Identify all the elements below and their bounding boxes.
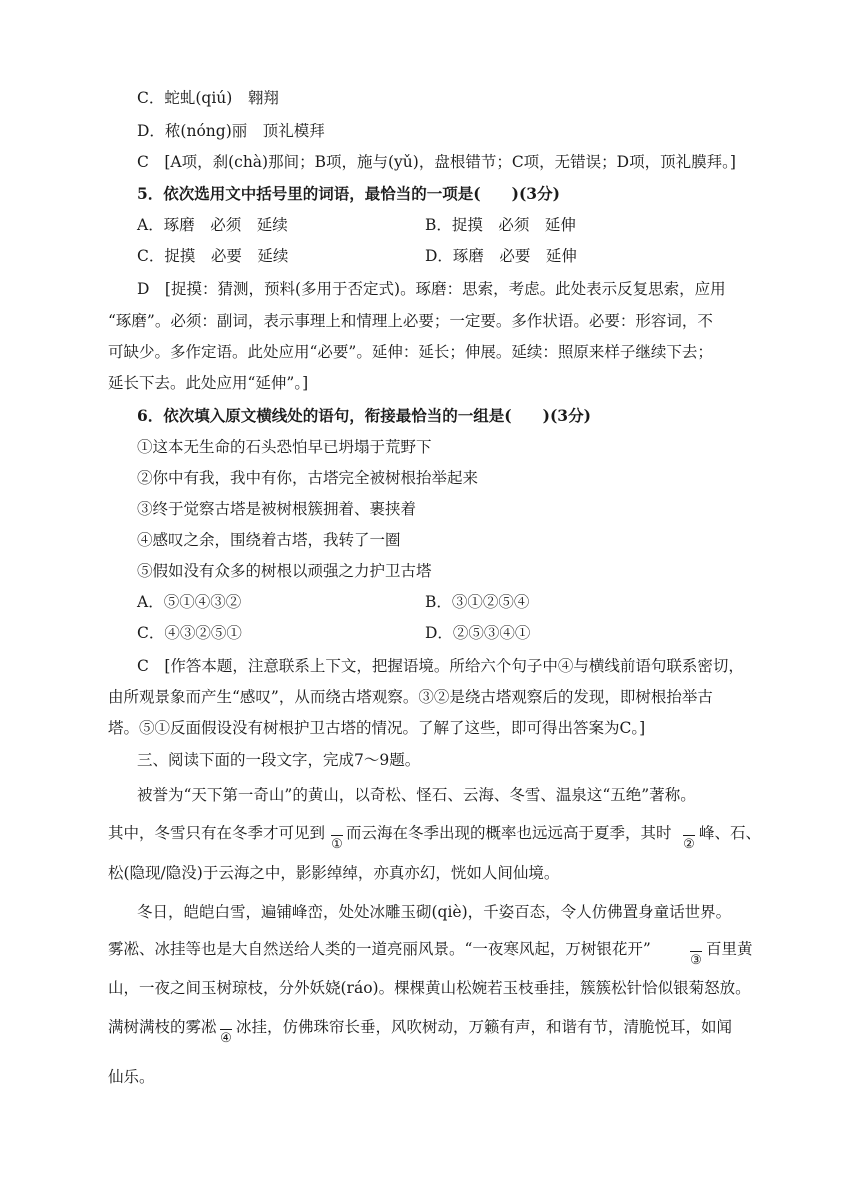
passage-line-1: 被誉为“天下第一奇山”的黄山，以奇松、怪石、云海、冬雪、温泉这“五绝”著称。: [137, 786, 696, 804]
question-6-stem: 6．依次填入原文横线处的语句，衔接最恰当的一组是( )(3分): [137, 406, 591, 425]
answer-6-line-2: 由所观景象而产生“感叹”，从而绕古塔观察。③②是绕古塔观察后的发现，即树根抬举古: [108, 688, 713, 706]
q5-option-c: C．捉摸 必要 延续: [137, 247, 289, 265]
passage-line-5b: 百里黄: [706, 940, 753, 958]
passage-line-8: 仙乐。: [108, 1068, 155, 1086]
answer-4-explanation: C [A项，刹(chà)那间；B项，施与(yǔ)，盘根错节；C项，无错误；D项，顶礼膜拜。]: [137, 153, 736, 171]
passage-line-6: 山，一夜之间玉树琼枝，分外妖娆(ráo)。棵棵黄山松婉若玉枝垂挂，簇簇松针恰似银菊怒放。: [108, 979, 751, 997]
q6-sentence-2: ②你中有我，我中有你，古塔完全被树根抬举起来: [137, 469, 479, 487]
q6-option-d: D．②⑤③④①: [425, 624, 531, 642]
passage-line-7a: 满树满枝的雾凇: [108, 1018, 217, 1036]
q5-option-d: D．琢磨 必要 延伸: [425, 247, 577, 265]
passage-line-2b: 而云海在冬季出现的概率也远远高于夏季，其时: [346, 824, 672, 842]
blank-3-line: [690, 951, 702, 952]
answer-6-line-1: C [作答本题，注意联系上下文，把握语境。所给六个句子中④与横线前语句联系密切，: [137, 657, 744, 675]
q6-option-b: B．③①②⑤④: [425, 593, 530, 611]
q6-sentence-5: ⑤假如没有众多的树根以顽强之力护卫古塔: [137, 562, 432, 580]
q6-sentence-4: ④感叹之余，围绕着古塔，我转了一圈: [137, 531, 401, 549]
q6-sentence-1: ①这本无生命的石头恐怕早已坍塌于荒野下: [137, 438, 432, 456]
blank-marker-1: ①: [331, 837, 343, 852]
answer-6-line-3: 塔。⑤①反面假设没有树根护卫古塔的情况。了解了这些，即可得出答案为C。]: [108, 719, 646, 737]
passage-line-7b: 冰挂，仿佛珠帘长垂，风吹树动，万籁有声，和谐有节，清脆悦耳，如闻: [236, 1018, 733, 1036]
q5-option-a: A．琢磨 必须 延续: [137, 216, 288, 234]
q6-option-a: A．⑤①④③②: [137, 593, 242, 611]
q6-sentence-3: ③终于觉察古塔是被树根簇拥着、裹挟着: [137, 500, 417, 518]
blank-1-line: [331, 835, 343, 836]
answer-5-line-4: 延长下去。此处应用“延伸”。]: [108, 374, 309, 392]
q5-option-b: B．捉摸 必须 延伸: [425, 216, 576, 234]
answer-5-line-1: D [捉摸：猜测，预料(多用于否定式)。琢磨：思索，考虑。此处表示反复思索，应用: [137, 280, 726, 298]
passage-line-4: 冬日，皑皑白雪，遍铺峰峦，处处冰雕玉砌(qiè)，千姿百态，令人仿佛置身童话世界。: [137, 903, 732, 921]
blank-2-line: [683, 835, 695, 836]
option-c-line: C．蛇虬(qiú) 翱翔: [137, 89, 279, 107]
passage-line-2c: 峰、石、: [699, 824, 762, 842]
blank-marker-4: ④: [220, 1031, 232, 1046]
section-3-heading: 三、阅读下面的一段文字，完成7～9题。: [137, 751, 421, 769]
passage-line-2a: 其中，冬雪只有在冬季才可见到: [108, 824, 326, 842]
blank-marker-2: ②: [683, 837, 695, 852]
answer-5-line-3: 可缺少。多作定语。此处应用“必要”。延伸：延长；伸展。延续：照原来样子继续下去；: [108, 343, 713, 361]
blank-marker-3: ③: [690, 953, 702, 968]
answer-5-line-2: “琢磨”。必须：副词，表示事理上和情理上必要；一定要。多作状语。必要：形容词，不: [108, 312, 713, 330]
question-5-stem: 5．依次选用文中括号里的词语，最恰当的一项是( )(3分): [137, 184, 560, 203]
q6-option-c: C．④③②⑤①: [137, 624, 242, 642]
passage-line-5a: 雾凇、冰挂等也是大自然送给人类的一道亮丽风景。“一夜寒风起，万树银花开”: [108, 940, 651, 958]
passage-line-3: 松(隐现/隐没)于云海之中，影影绰绰，亦真亦幻，恍如人间仙境。: [108, 864, 560, 882]
option-d-line: D．秾(nóng)丽 顶礼模拜: [137, 122, 325, 140]
blank-4-line: [220, 1029, 232, 1030]
